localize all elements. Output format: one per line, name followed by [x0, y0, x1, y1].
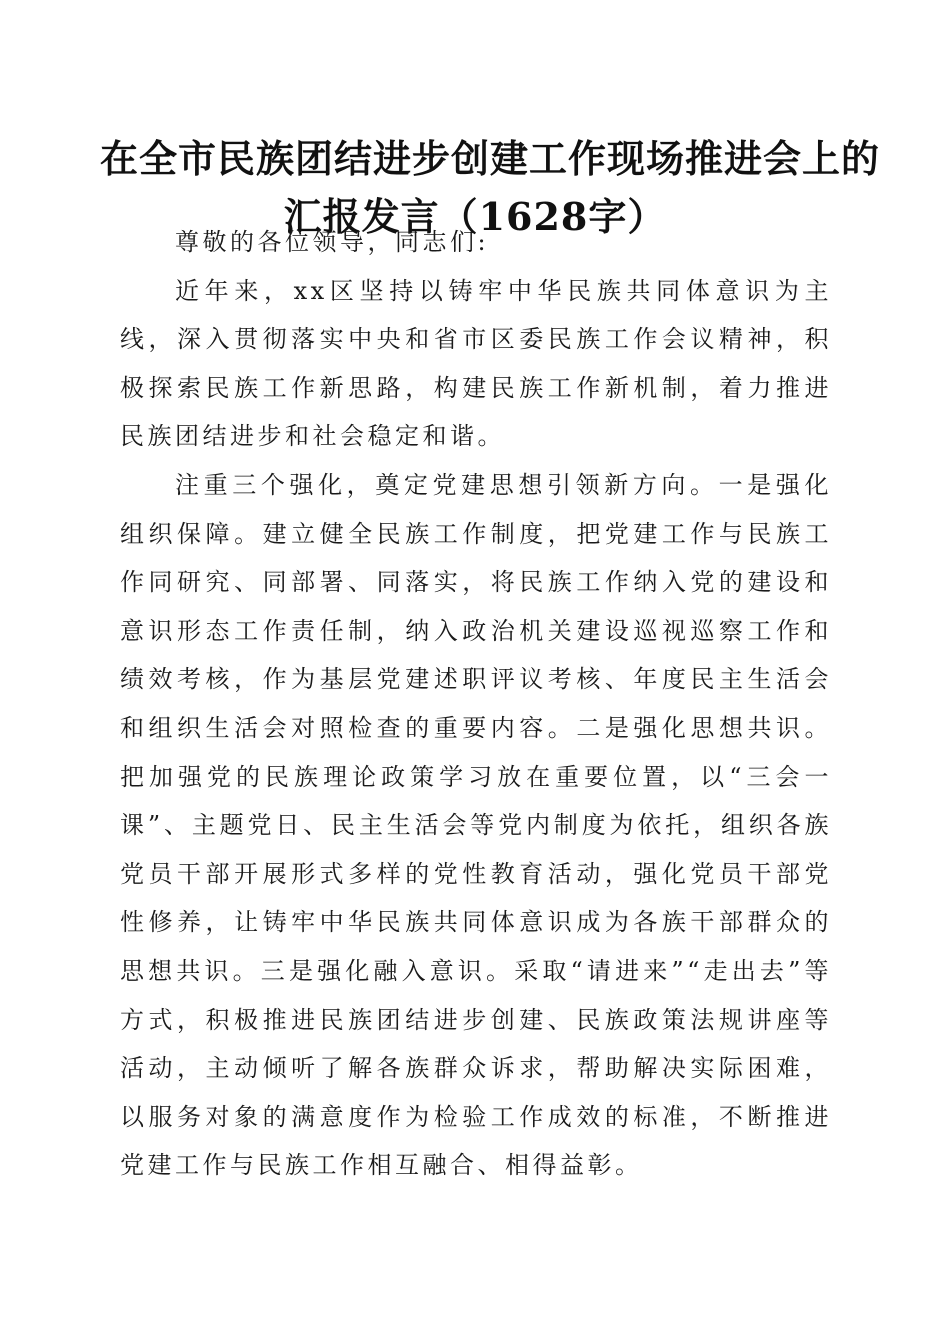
paragraph: 注重三个强化，奠定党建思想引领新方向。一是强化组织保障。建立健全民族工作制度，把党建工作与民族工作同研究、同部署、同落实，将民族工作纳入党的建设和意识形态工作责任制，纳入政治机关建设巡视巡察工作和绩效考核，作为基层党建述职评议考核、年度民主生活会和组织生活会对照检查的重要内容。二是强化思想共识。把加强党的民族理论政策学习放在重要位置，以“三会一课”、主题党日、民主生活会等党内制度为依托，组织各族党员干部开展形式多样的党性教育活动，强化党员干部党性修养，让铸牢中华民族共同体意识成为各族干部群众的思想共识。三是强化融入意识。采取“请进来”“走出去”等方式，积极推进民族团结进步创建、民族政策法规讲座等活动，主动倾听了解各族群众诉求，帮助解决实际困难，以服务对象的满意度作为检验工作成效的标准，不断推进党建工作与民族工作相互融合、相得益彰。 — [120, 470, 832, 1180]
greeting: 尊敬的各位领导，同志们: — [175, 228, 490, 256]
paragraph: 近年来，xx区坚持以铸牢中华民族共同体意识为主线，深入贯彻落实中央和省市区委民族工作会议精神，积极探索民族工作新思路，构建民族工作新机制，着力推进民族团结进步和社会稳定和谐。 — [120, 276, 832, 451]
title-line-1: 在全市民族团结进步创建工作现场推进会上的 — [100, 136, 881, 181]
document-body — [120, 218, 832, 1190]
title-line-2: 汇报发言（1628字） — [283, 194, 667, 239]
